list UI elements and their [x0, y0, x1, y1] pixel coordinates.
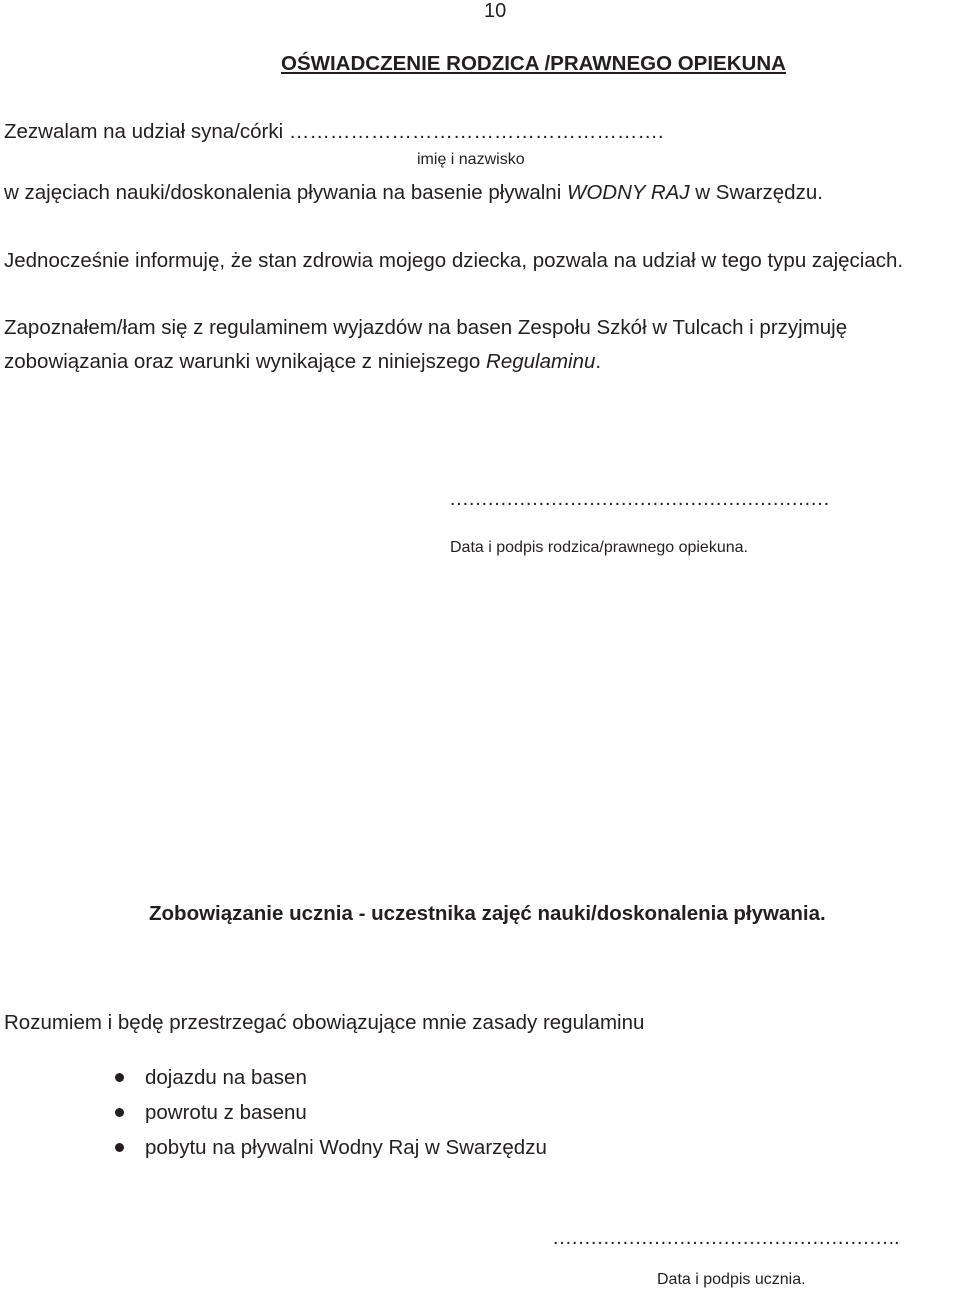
- student-signature-line: ……………………………………………….: [552, 1227, 899, 1249]
- regulations-text: zobowiązania oraz warunki wynikające z niniejszego: [4, 350, 487, 373]
- regulations-line-1: Zapoznałem/łam się z regulaminem wyjazdów na basen Zespołu Szkół w Tulcach i przyjmuję: [4, 316, 848, 339]
- page-number: 10: [484, 0, 507, 22]
- document-title: OŚWIADCZENIE RODZICA /PRAWNEGO OPIEKUNA: [281, 52, 786, 75]
- consent-line: Zezwalam na udział syna/córki ……………………………………………….: [4, 120, 664, 143]
- rule-text: pobytu na pływalni Wodny Raj w Swarzędzu: [145, 1136, 547, 1159]
- regulations-title: Regulaminu: [486, 350, 596, 373]
- health-statement: Jednocześnie informuję, że stan zdrowia mojego dziecka, pozwala na udział w tego typu zajęciach.: [4, 249, 904, 272]
- regulations-period: .: [595, 350, 602, 373]
- list-item: [111, 1064, 547, 1099]
- activity-text: w zajęciach nauki/doskonalenia pływania na basenie pływalni: [4, 181, 567, 204]
- regulations-line-2: [4, 350, 601, 374]
- rule-text: dojazdu na basen: [145, 1066, 307, 1089]
- pool-name: WODNY RAJ: [566, 181, 690, 204]
- student-intro: Rozumiem i będę przestrzegać obowiązujące mnie zasady regulaminu: [4, 1011, 645, 1034]
- student-section-heading: Zobowiązanie ucznia - uczestnika zajęć nauki/doskonalenia pływania.: [149, 902, 826, 925]
- parent-signature-line: ……………………………………………………: [449, 488, 829, 510]
- student-signature-caption: Data i podpis ucznia.: [657, 1271, 806, 1288]
- activity-line: [4, 181, 823, 205]
- bullet-icon: [115, 1108, 124, 1117]
- bullet-icon: [115, 1143, 124, 1152]
- rules-list: [111, 1064, 547, 1169]
- bullet-icon: [115, 1073, 124, 1082]
- list-item: [111, 1134, 547, 1169]
- name-caption: imię i nazwisko: [417, 151, 525, 168]
- activity-location: w Swarzędzu.: [689, 181, 823, 204]
- parent-signature-caption: Data i podpis rodzica/prawnego opiekuna.: [450, 539, 748, 556]
- rule-text: powrotu z basenu: [145, 1101, 307, 1124]
- list-item: [111, 1099, 547, 1134]
